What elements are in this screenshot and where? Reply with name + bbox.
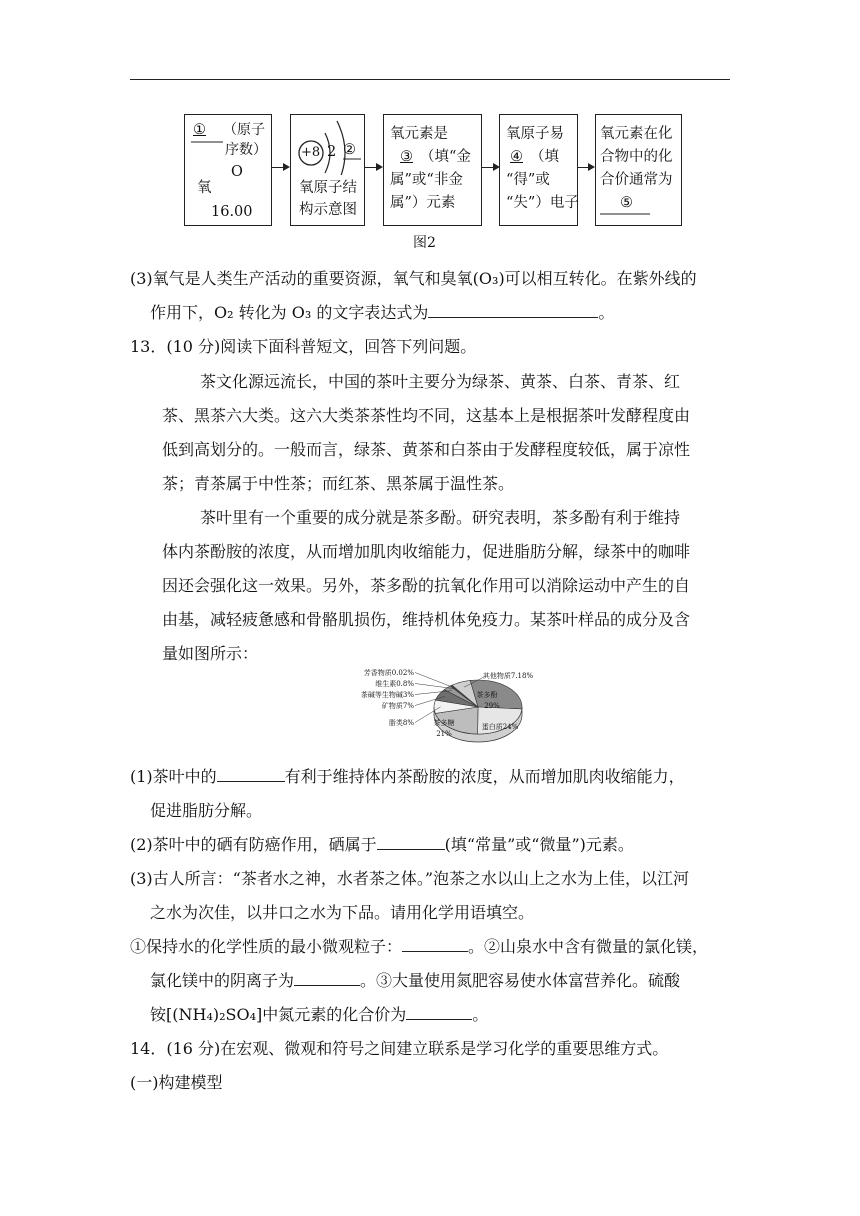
q13-sub3: (3)古人所言：“茶者水之神，水者茶之体。”泡茶之水以山上之水为上佳，以江河 <box>130 869 690 888</box>
arrow-3 <box>482 167 498 168</box>
box5-line1: 氧元素在化 <box>600 126 673 142</box>
c1-text-b: 。②山泉水中含有微量的氯化镁， <box>468 937 709 956</box>
q3-answer-blank[interactable] <box>428 301 598 318</box>
box5-line3: 合价通常为 <box>600 172 673 188</box>
atomic-number-label: （原子 <box>223 122 265 138</box>
q13-heading: 13．(10 分)阅读下面科普短文，回答下列问题。 <box>130 337 477 356</box>
pie-label-6: 维生素0.8% <box>375 680 414 688</box>
atomic-number-label-2: 序数） <box>225 142 267 158</box>
box5-line2: 合物中的化 <box>600 149 673 165</box>
sub2-answer-blank[interactable] <box>377 833 445 850</box>
header-rule <box>130 79 730 80</box>
box4-line1: 氧原子易 <box>506 126 564 142</box>
pie-label-0a: 茶多酚 <box>476 691 498 699</box>
nucleus-charge: +8 <box>301 145 321 160</box>
atomic-mass: 16.00 <box>211 204 253 220</box>
p2-line: 体内茶酚胺的浓度，从而增加肌肉收缩能力，促进脂肪分解，绿茶中的咖啡 <box>162 542 691 561</box>
blank-3: ③ <box>400 149 413 165</box>
diagram-label: 氧原子结 <box>299 180 357 196</box>
pie-label-3: 脂类8% <box>388 719 414 727</box>
p1-line: 低到高划分的。一般而言，绿茶、黄茶和白茶由于发酵程度较低，属于凉性 <box>162 440 691 459</box>
q14-heading: 14．(16 分)在宏观、微观和符号之间建立联系是学习化学的重要思维方式。 <box>130 1039 669 1058</box>
q13-sub1 <box>130 761 685 793</box>
pie-label-5: 茶碱等生物碱3% <box>360 691 414 699</box>
c3-text-a: 铵[(NH₄)₂SO₄]中氮元素的化合价为 <box>150 1005 407 1024</box>
c2-text-a: 氯化镁中的阴离子为 <box>150 971 295 990</box>
q14-subsection: (一)构建模型 <box>130 1073 223 1092</box>
q13-sub2 <box>130 829 634 861</box>
p2-line: 茶叶里有一个重要的成分就是茶多酚。研究表明，茶多酚有利于维持 <box>200 508 681 527</box>
box4-line4: “失”）电子 <box>506 195 579 211</box>
blank-1: ① <box>193 122 206 138</box>
q13-sub3-item3 <box>150 999 488 1031</box>
box3-line2: （填“金 <box>420 149 471 165</box>
arrow-4 <box>578 167 593 168</box>
p1-line: 茶；青茶属于中性茶；而红茶、黑茶属于温性茶。 <box>162 474 515 493</box>
q13-sub1-cont: 促进脂肪分解。 <box>150 801 263 820</box>
p2-line: 因还会强化这一效果。另外，茶多酚的抗氧化作用可以消除运动中产生的自 <box>162 576 691 595</box>
box3-line1: 氧元素是 <box>390 126 448 142</box>
figure-caption: 图2 <box>413 235 436 251</box>
c1-answer-blank[interactable] <box>402 935 468 952</box>
sub1-text-a: (1)茶叶中的 <box>130 767 217 786</box>
q3-line2-end: 。 <box>598 303 615 322</box>
arrow-2 <box>365 167 381 168</box>
box4-line3: “得”或 <box>506 172 550 188</box>
tea-composition-pie-chart <box>332 667 546 755</box>
element-name: 氧 <box>197 180 212 196</box>
flow-box-element-type <box>383 114 482 226</box>
p1-line: 茶文化源远流长，中国的茶叶主要分为绿茶、黄茶、白茶、青茶、红 <box>200 372 681 391</box>
q3-line2-text: 作用下，O₂ 转化为 O₃ 的文字表达式为 <box>150 303 429 322</box>
c2-answer-blank[interactable] <box>294 969 360 986</box>
flow-box-element-card <box>184 114 272 226</box>
sub2-text-b: (填“常量”或“微量”)元素。 <box>444 835 634 854</box>
q3-line2 <box>150 297 614 329</box>
flow-box-valence <box>595 114 682 226</box>
diagram-label-2: 构示意图 <box>299 202 357 218</box>
shell-1-electrons: 2 <box>327 144 337 160</box>
pie-label-8: 其他物质7.18% <box>482 672 534 680</box>
q3-line1: (3)氧气是人类生产活动的重要资源，氧气和臭氧(O₃)可以相互转化。在紫外线的 <box>130 269 697 288</box>
pie-label-4: 矿物质7% <box>381 702 414 710</box>
box3-line4: 属”）元素 <box>390 195 456 211</box>
c3-answer-blank[interactable] <box>406 1003 472 1020</box>
pie-label-2b: 21% <box>436 730 452 738</box>
flow-box-electron-gain <box>499 114 578 226</box>
box4-line2: （填 <box>530 149 559 165</box>
c2-text-b: 。③大量使用氮肥容易使水体富营养化。硫酸 <box>360 971 681 990</box>
c1-text-a: ①保持水的化学性质的最小微观粒子： <box>130 937 403 956</box>
pie-label-1: 蛋白质24% <box>481 723 519 731</box>
box3-line3: 属”或“非金 <box>390 172 463 188</box>
flow-box-atom-structure <box>290 114 365 226</box>
pie-label-2a: 茶多糖 <box>433 719 455 727</box>
q13-sub3-item1 <box>130 931 708 963</box>
element-symbol: O <box>231 164 243 180</box>
p2-line: 量如图所示： <box>162 644 259 663</box>
p1-line: 茶、黑茶六大类。这六大类茶茶性均不同，这基本上是根据茶叶发酵程度由 <box>162 406 691 425</box>
q13-sub3-item2 <box>150 965 680 997</box>
c3-text-b: 。 <box>472 1005 489 1024</box>
q13-sub3-cont: 之水为次佳，以井口之水为下品。请用化学用语填空。 <box>150 903 535 922</box>
blank-5: ⑤ <box>620 195 633 211</box>
blank-4: ④ <box>510 149 523 165</box>
sub2-text-a: (2)茶叶中的硒有防癌作用，硒属于 <box>130 835 377 854</box>
leader-line-6 <box>415 684 455 689</box>
pie-label-0b: 29% <box>484 702 500 710</box>
sub1-answer-blank[interactable] <box>217 765 285 782</box>
arrow-1 <box>272 167 288 168</box>
sub1-text-b: 有利于维持体内茶酚胺的浓度，从而增加肌肉收缩能力， <box>284 767 685 786</box>
blank-2: ② <box>343 142 356 158</box>
p2-line: 由基，减轻疲惫感和骨骼肌损伤，维持机体免疫力。某茶叶样品的成分及含 <box>162 610 691 629</box>
pie-label-7: 芳香物质0.02% <box>363 669 414 677</box>
